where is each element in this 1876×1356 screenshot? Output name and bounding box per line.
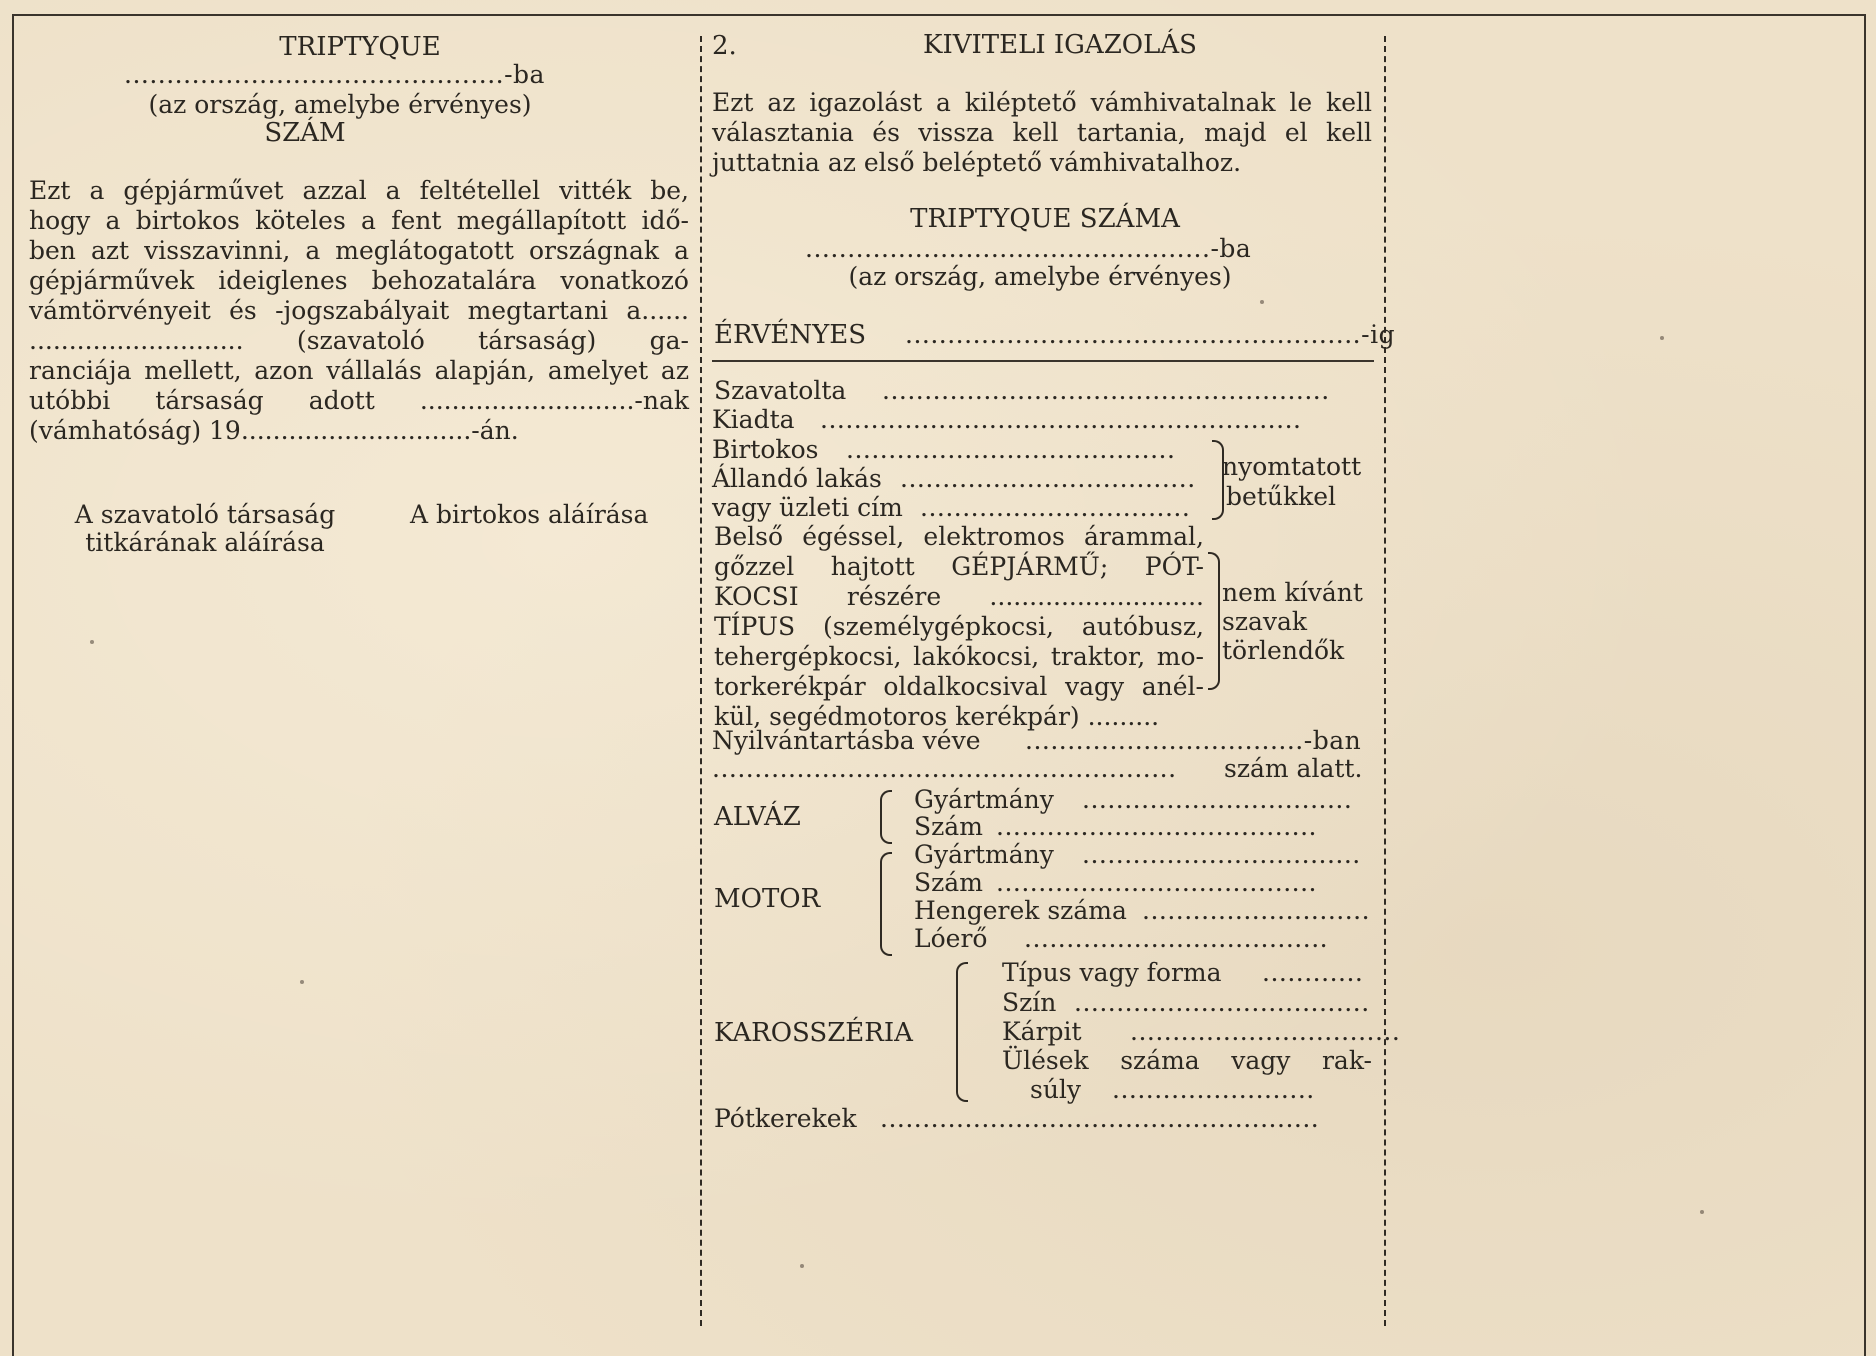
chassis-label: ALVÁZ [714, 802, 801, 832]
left-title: TRIPTYQUE [279, 32, 441, 62]
paper-speck [1700, 1210, 1704, 1214]
left-body-text [29, 176, 689, 446]
printed-note-2: betűkkel [1226, 482, 1337, 511]
section-number: 2. [712, 31, 737, 61]
engine-label: MOTOR [714, 884, 821, 914]
body-load-field: ........................ [1112, 1075, 1315, 1104]
vehicle-line: tehergépkocsi, lakókocsi, traktor, mo- [714, 642, 1204, 671]
vehicle-type-text [714, 522, 1204, 732]
delete-note-3: törlendők [1222, 636, 1345, 665]
spare-wheels-label: Pótkerekek [714, 1104, 857, 1133]
holder-label: Birtokos [712, 435, 819, 464]
delete-note-1: nem kívánt [1222, 578, 1363, 607]
engine-number-label: Szám [914, 868, 983, 897]
paper-speck [90, 640, 94, 644]
business-address-field: ................................ [920, 493, 1191, 522]
chassis-make-label: Gyártmány [914, 785, 1054, 814]
intro-text [712, 88, 1372, 178]
right-country-note: (az ország, amelybe érvényes) [848, 262, 1232, 291]
engine-number-field: ...................................... [996, 868, 1317, 897]
body-line: ranciája mellett, azon vállalás alapján, amelyet az [29, 356, 689, 385]
engine-brace [880, 852, 892, 956]
body-line: utóbbi társaság adott ...........................-nak [29, 386, 689, 415]
body-line: vámtörvényeit és -jogszabályait megtartani a...... [29, 296, 689, 325]
frame-right-border [1864, 14, 1866, 1356]
chassis-brace [880, 790, 892, 844]
paper-speck [1660, 336, 1664, 340]
paper-speck [800, 1264, 804, 1268]
body-brace [956, 962, 968, 1102]
body-line: gépjárművek ideiglenes behozatalára vonatkozó [29, 266, 689, 295]
guaranteed-by-label: Szavatolta [714, 376, 847, 405]
registered-field: .................................-ban [1025, 726, 1362, 755]
triptyque-number-title: TRIPTYQUE SZÁMA [910, 204, 1180, 234]
valid-line: ......................................................-ig [905, 320, 1396, 349]
left-country-note: (az ország, amelybe érvényes) [148, 90, 532, 119]
chassis-make-field: ................................ [1082, 785, 1353, 814]
registered-field-2: ....................................................... [712, 754, 1177, 783]
delete-note-2: szavak [1222, 607, 1308, 636]
holder-signature-label: A birtokos aláírása [410, 500, 649, 529]
body-upholstery-label: Kárpit [1002, 1017, 1082, 1046]
body-line: (vámhatóság) 19.............................-án. [29, 416, 519, 445]
body-label: KAROSSZÉRIA [714, 1018, 913, 1048]
vehicle-line: kül, segédmotoros kerékpár) ......... [714, 702, 1160, 731]
guaranteed-by-field: ..................................................... [882, 376, 1330, 405]
left-number-label: SZÁM [264, 118, 346, 148]
issued-by-field: ......................................................... [820, 405, 1302, 434]
vehicle-line: KOCSI részére ........................... [714, 582, 1204, 611]
perforation-line-left [700, 36, 702, 1326]
registered-label: Nyilvántartásba véve [712, 726, 981, 755]
holder-field: ....................................... [846, 435, 1176, 464]
printed-note-1: nyomtatott [1222, 452, 1362, 481]
frame-left-border [12, 14, 14, 1356]
spare-wheels-field: .................................................... [880, 1104, 1320, 1133]
guarantor-signature-label-1: A szavatoló társaság [74, 500, 336, 529]
engine-cylinders-label: Hengerek száma [914, 896, 1127, 925]
chassis-number-label: Szám [914, 812, 983, 841]
paper-speck [300, 980, 304, 984]
valid-divider [712, 360, 1374, 362]
engine-hp-label: Lóerő [914, 924, 988, 953]
intro-line: választania és vissza kell tartania, majd el kell [712, 118, 1372, 147]
delete-words-brace [1208, 552, 1220, 690]
body-color-label: Szín [1002, 988, 1057, 1017]
engine-cylinders-field: ........................... [1142, 896, 1371, 925]
perforation-line-right [1384, 36, 1386, 1326]
vehicle-line: TÍPUS (személygépkocsi, autóbusz, [714, 612, 1204, 641]
body-line: Ezt a gépjárművet azzal a feltétellel vitték be, [29, 176, 689, 205]
engine-make-label: Gyártmány [914, 840, 1054, 869]
body-line: ben azt visszavinni, a meglátogatott országnak a [29, 236, 689, 265]
vehicle-line: gőzzel hajtott GÉPJÁRMŰ; PÓT- [714, 552, 1204, 581]
engine-make-field: ................................. [1082, 840, 1361, 869]
guarantor-signature-label-2: titkárának aláírása [85, 528, 325, 557]
chassis-number-field: ...................................... [996, 812, 1317, 841]
engine-hp-field: .................................... [1024, 924, 1329, 953]
intro-line: juttatnia az első beléptető vámhivatalhoz. [712, 148, 1242, 177]
paper-speck [1260, 300, 1264, 304]
body-upholstery-field: ................................ [1130, 1017, 1401, 1046]
body-seats-label: Ülések száma vagy rak- [1002, 1046, 1372, 1075]
body-type-label: Típus vagy forma [1002, 958, 1222, 987]
body-load-label: súly [1030, 1075, 1082, 1104]
residence-label: Állandó lakás [712, 464, 882, 493]
body-color-field: ................................... [1074, 988, 1370, 1017]
right-country-line: ................................................-ba [805, 234, 1252, 263]
residence-field: ................................... [900, 464, 1196, 493]
vehicle-line: Belső égéssel, elektromos árammal, [714, 522, 1204, 551]
business-address-label: vagy üzleti cím [712, 493, 903, 522]
issued-by-label: Kiadta [712, 405, 795, 434]
body-line: ........................... (szavatoló társaság) ga- [29, 326, 689, 355]
left-country-line: .............................................-ba [124, 60, 545, 89]
registered-number: szám alatt. [1224, 754, 1363, 783]
vehicle-line: torkerékpár oldalkocsival vagy anél- [714, 672, 1204, 701]
intro-line: Ezt az igazolást a kiléptető vámhivatalnak le kell [712, 88, 1372, 117]
body-type-field: ............ [1262, 958, 1364, 987]
frame-top-border [12, 14, 1866, 16]
body-line: hogy a birtokos köteles a fent megállapított idő- [29, 206, 689, 235]
valid-label: ÉRVÉNYES [714, 320, 867, 350]
right-title: KIVITELI IGAZOLÁS [923, 30, 1197, 60]
